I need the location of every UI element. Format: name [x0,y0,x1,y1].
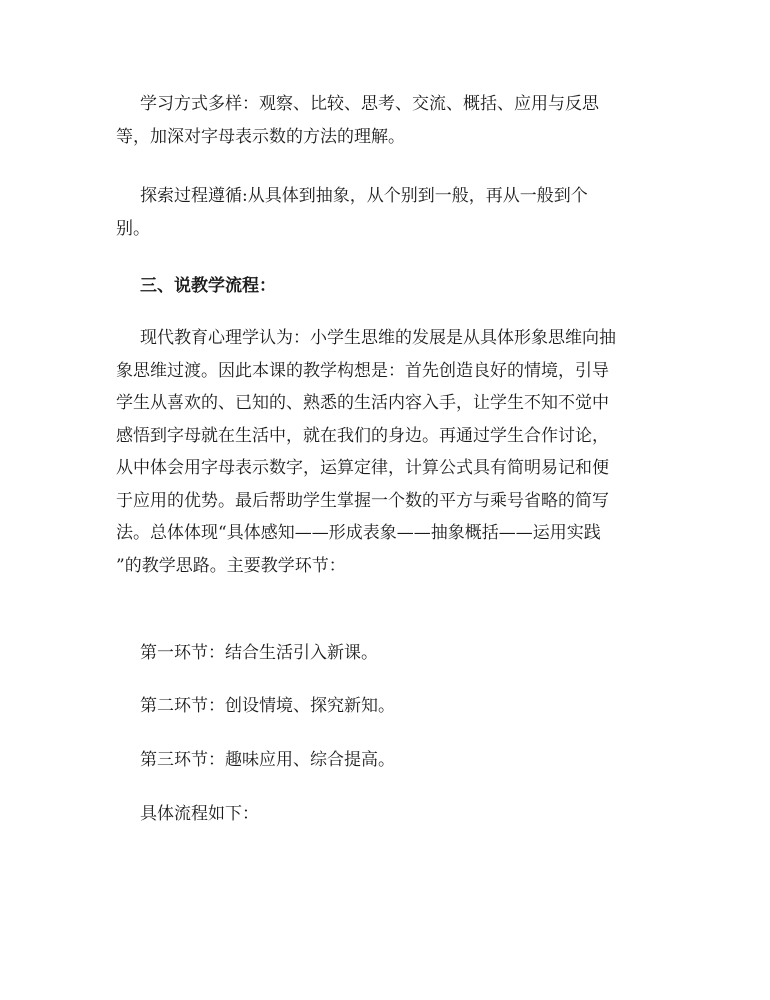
text-line: 第一环节：结合生活引入新课。 [140,643,378,663]
text-line: 探索过程遵循:从具体到抽象，从个别到一般，再从一般到个 [140,186,588,206]
paragraph-learning-methods [116,88,656,153]
teaching-step-2 [116,690,656,723]
text-line: 第二环节：创设情境、探究新知。 [140,696,395,716]
teaching-step-3 [116,744,656,777]
text-line: 第三环节：趣味应用、综合提高。 [140,750,395,770]
text-line: 别。 [116,218,150,239]
teaching-step-1 [116,637,656,670]
text-line: 等，加深对字母表示数的方法的理解。 [116,126,405,147]
text-line: 于应用的优势。最后帮助学生掌握一个数的平方与乘号省略的简写 [116,490,609,511]
text-line: 法。总体体现“具体感知——形成表象——抽象概括——运用实践 [116,523,601,543]
text-line: 具体流程如下： [140,804,259,824]
text-line: 学生从喜欢的、已知的、熟悉的生活内容入手，让学生不知不觉中 [116,393,609,413]
text-line: 感悟到字母就在生活中，就在我们的身边。再通过学生合作讨论， [116,425,609,446]
section-heading [116,270,656,303]
text-line: ”的教学思路。主要教学环节： [116,555,346,576]
section-heading-text: 三、说教学流程： [140,276,276,296]
paragraph-exploration-process [116,180,656,245]
paragraph-teaching-concept [116,322,656,582]
text-line: 现代教育心理学认为：小学生思维的发展是从具体形象思维向抽 [140,328,616,348]
paragraph-flow-intro [116,798,656,831]
text-line: 学习方式多样：观察、比较、思考、交流、概括、应用与反思 [140,94,599,114]
text-line: 从中体会用字母表示数字，运算定律，计算公式具有简明易记和便 [116,458,609,478]
text-line: 象思维过渡。因此本课的教学构想是：首先创造良好的情境，引导 [116,360,609,381]
